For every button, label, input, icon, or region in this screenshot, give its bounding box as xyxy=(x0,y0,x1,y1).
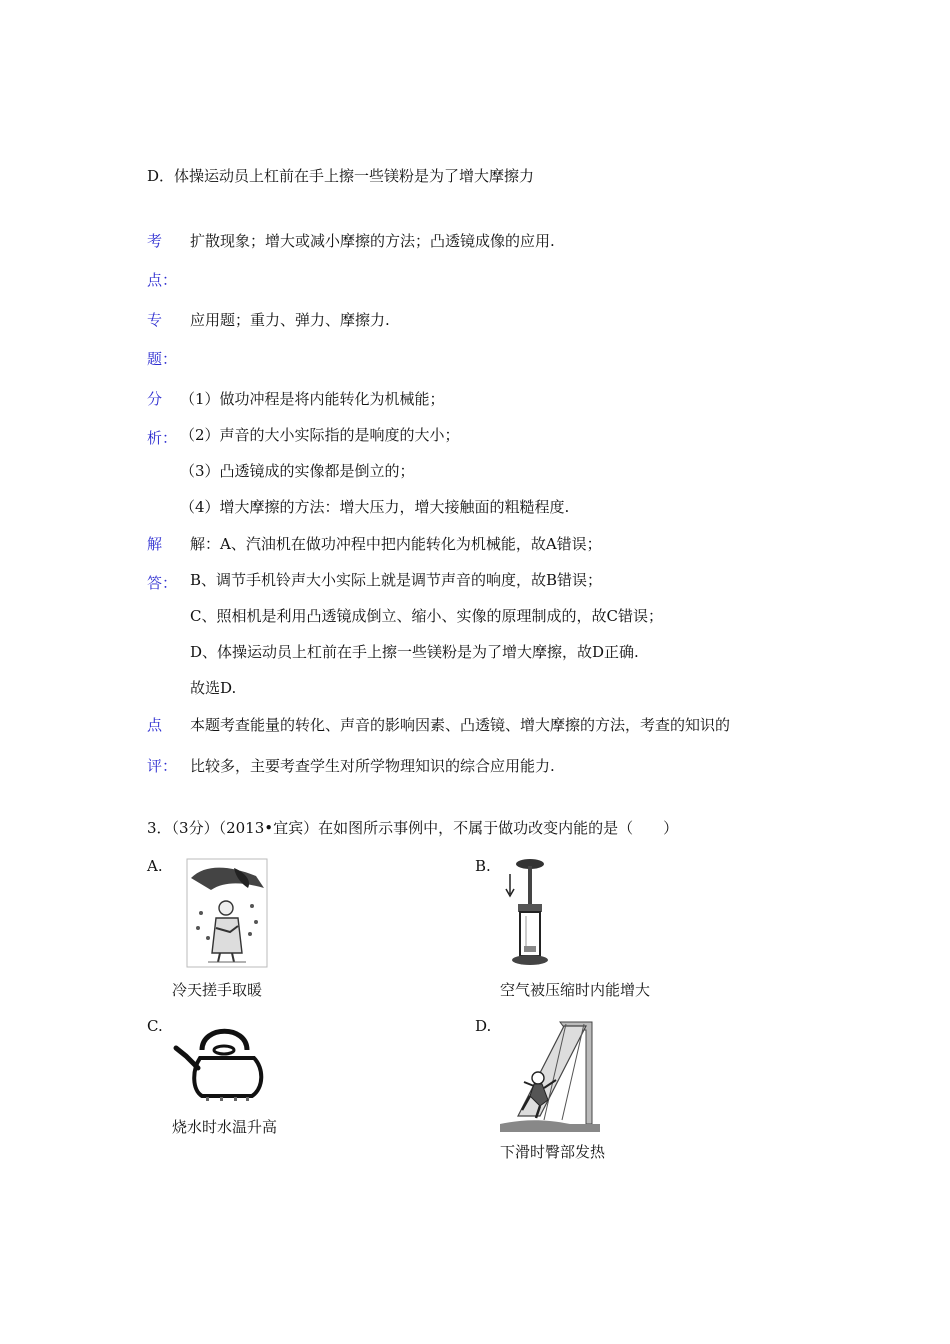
kaodian-label-1: 考 xyxy=(147,232,163,250)
child-on-slide-icon xyxy=(500,1020,600,1132)
option-b-caption: 空气被压缩时内能增大 xyxy=(500,981,651,999)
option-c-caption: 烧水时水温升高 xyxy=(172,1118,278,1136)
fenxi-line-2: （2）声音的大小实际指的是响度的大小； xyxy=(180,426,460,444)
zhuanti-text: 应用题；重力、弹力、摩擦力. xyxy=(190,311,390,329)
question-3-stem: 3．（3分）（2013•宜宾）在如图所示事例中，不属于做功改变内能的是（ ） xyxy=(147,819,679,837)
kaodian-text: 扩散现象；增大或减小摩擦的方法；凸透镜成像的应用. xyxy=(190,232,555,250)
fenxi-line-4: （4）增大摩擦的方法：增大压力，增大接触面的粗糙程度. xyxy=(180,498,570,516)
air-compression-device-icon xyxy=(500,856,556,972)
rubbing-hands-figure-icon xyxy=(186,858,268,968)
zhuanti-label-2: 题： xyxy=(147,350,178,368)
fenxi-line-3: （3）凸透镜成的实像都是倒立的； xyxy=(180,462,415,480)
previous-option-d: D．体操运动员上杠前在手上擦一些镁粉是为了增大摩擦力 xyxy=(147,167,535,185)
option-b-letter: B. xyxy=(475,857,491,875)
jieda-line-3: C、照相机是利用凸透镜成倒立、缩小、实像的原理制成的，故C错误； xyxy=(190,607,663,625)
fenxi-line-1: （1）做功冲程是将内能转化为机械能； xyxy=(180,390,445,408)
jieda-line-2: B、调节手机铃声大小实际上就是调节声音的响度，故B错误； xyxy=(190,571,603,589)
fenxi-label-1: 分 xyxy=(147,390,163,408)
option-c-letter: C. xyxy=(147,1017,163,1035)
dianping-label-2: 评： xyxy=(147,757,178,775)
dianping-line-2: 比较多，主要考查学生对所学物理知识的综合应用能力. xyxy=(190,757,555,775)
option-a-letter: A. xyxy=(147,857,163,875)
dianping-label-1: 点 xyxy=(147,716,163,734)
jieda-label-1: 解 xyxy=(147,535,163,553)
option-d-letter: D. xyxy=(475,1017,492,1035)
jieda-label-2: 答： xyxy=(147,574,178,592)
option-a-caption: 冷天搓手取暖 xyxy=(172,981,263,999)
kettle-icon xyxy=(172,1020,272,1102)
kaodian-label-2: 点： xyxy=(147,271,178,289)
option-d-caption: 下滑时臀部发热 xyxy=(500,1143,606,1161)
jieda-line-4: D、体操运动员上杠前在手上擦一些镁粉是为了增大摩擦，故D正确. xyxy=(190,643,639,661)
jieda-line-5: 故选D. xyxy=(190,679,237,697)
dianping-line-1: 本题考查能量的转化、声音的影响因素、凸透镜、增大摩擦的方法，考查的知识的 xyxy=(190,716,731,734)
jieda-line-1: 解：A、汽油机在做功冲程中把内能转化为机械能，故A错误； xyxy=(190,535,602,553)
zhuanti-label-1: 专 xyxy=(147,311,163,329)
fenxi-label-2: 析： xyxy=(147,429,178,447)
